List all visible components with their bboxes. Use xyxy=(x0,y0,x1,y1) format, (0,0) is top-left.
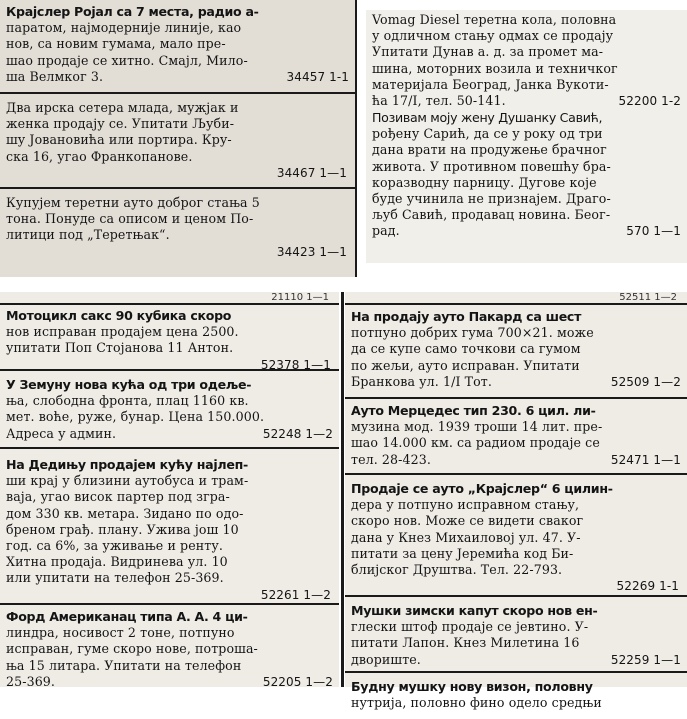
ad-zemun-house xyxy=(0,371,339,449)
ad-line: литици под „Теретњак“. xyxy=(6,227,170,243)
ad-line: ска 16, угао Франкопанове. xyxy=(6,148,193,164)
ad-line: питати за цену Јеремића код Би- xyxy=(351,545,574,561)
ad-line: ња, слободна фронта, плац 1160 кв. xyxy=(6,393,249,409)
ad-code: 52248 1—2 xyxy=(262,426,333,441)
ad-last-text: ша Велмког 3. xyxy=(6,68,104,84)
ad-line: дом 330 кв. метара. Зидано по одо- xyxy=(6,505,244,521)
ad-line: да се купе само точкови са гумом xyxy=(351,341,581,357)
header-fragment: 52511 1—2 xyxy=(345,292,687,305)
ad-motorcycle xyxy=(0,305,339,371)
ad-line: материјала Београд, Јанка Вукоти- xyxy=(372,76,609,92)
ad-line: На продају ауто Пакард са шест xyxy=(351,309,582,324)
ad-packard xyxy=(345,305,687,399)
ad-line: шао 14.000 км. са радиом продаје се xyxy=(351,435,600,451)
ad-mercedes xyxy=(345,399,687,475)
ad-line: Два ирска сетера млада, мужјак и xyxy=(6,100,239,115)
ad-chrysler xyxy=(345,475,687,597)
ad-vomag-diesel xyxy=(366,12,687,110)
ad-line: Хитна продаја. Видринева ул. 10 xyxy=(6,554,228,570)
ad-line-last xyxy=(351,452,681,468)
ad-line: исправан, гуме скоро нове, потроша- xyxy=(6,641,258,657)
ad-line: питати Лапон. Кнез Милетина 16 xyxy=(351,635,580,651)
ad-line: Крајслер Ројал са 7 места, радио а- xyxy=(6,4,259,19)
ad-line: глески штоф продаје се јевтино. У- xyxy=(351,619,589,635)
ad-last-text: тел. 28-423. xyxy=(351,451,431,467)
ad-last-text: Адреса у админ. xyxy=(6,425,117,441)
ad-last-text: ћа 17/I, тел. 50-141. xyxy=(372,93,506,109)
ad-line: Vomag Diesel теретна кола, половна xyxy=(372,12,617,27)
divider xyxy=(341,292,344,687)
ad-line: коразводну парницу. Дугове које xyxy=(372,174,597,190)
ad-code: 34423 1—1 xyxy=(276,244,347,259)
ad-last-text: двориште. xyxy=(351,651,421,667)
ad-line-last xyxy=(372,223,681,239)
ad-line: ши крај у близини аутобуса и трам- xyxy=(6,473,249,489)
ad-line-last xyxy=(351,374,681,390)
ad-code: 52261 1—2 xyxy=(260,587,331,602)
ad-last-text: Бранкова ул. 1/I Тот. xyxy=(351,373,492,389)
ad-line: мет. воће, руже, бунар. Цена 150.000. xyxy=(6,409,265,425)
ad-line: упитати Поп Стојанова 11 Антон. xyxy=(6,340,234,356)
ad-line: у одличном стању одмах се продају xyxy=(372,28,614,44)
ad-line: музина мод. 1939 троши 14 лит. пре- xyxy=(351,419,603,435)
ad-line: линдра, носивост 2 тоне, потпуно xyxy=(6,625,235,641)
ad-line: тона. Понуде са описом и ценом По- xyxy=(6,211,254,227)
ad-line: по жељи, ауто исправан. Упитати xyxy=(351,357,580,373)
ad-line: Будну мушку нову визон, половну xyxy=(351,679,593,694)
ad-code: 52200 1-2 xyxy=(618,94,681,109)
ad-line: ваја, угао висок партер под згра- xyxy=(6,489,230,505)
ad-line: шао продаје се хитно. Смајл, Мило- xyxy=(6,52,248,68)
ad-line: дана врати на продужење брачног xyxy=(372,142,607,158)
ad-line: паратом, најмодерније линије, као xyxy=(6,20,242,36)
ad-code: 52378 1—1 xyxy=(260,357,331,372)
ad-wife-notice xyxy=(366,110,687,260)
ad-last-text: рад. xyxy=(372,223,400,239)
ad-chrysler-royal xyxy=(0,4,355,94)
ad-line: ња 15 литара. Упитати на телефон xyxy=(6,657,242,673)
ad-code: 52509 1—2 xyxy=(610,374,681,389)
header-fragment: 21110 1—1 xyxy=(0,292,339,305)
ad-line: скоро нов. Може се видети сваког xyxy=(351,513,584,529)
ad-dedinje-house xyxy=(0,449,339,605)
ad-line: Купујем теретни ауто доброг стања 5 xyxy=(6,195,260,210)
clipping-bottom-left xyxy=(0,292,339,687)
ad-line: дана у Кнез Михаиловој ул. 47. У- xyxy=(351,529,581,545)
clipping-top-right xyxy=(366,10,687,263)
ad-line: љуб Савић, продавац новина. Беог- xyxy=(372,207,611,223)
ad-line: буде учинила не признајем. Драго- xyxy=(372,191,611,207)
ad-line: Мушки зимски капут скоро нов ен- xyxy=(351,603,598,618)
ad-line-last xyxy=(372,93,681,109)
clipping-bottom-right xyxy=(345,292,687,711)
ad-line: нутрија, половно фино одело средњи xyxy=(351,695,602,711)
ad-irish-setters xyxy=(0,94,355,189)
ad-line: Мотоцикл сакс 90 кубика скоро xyxy=(6,308,232,323)
ad-line: дера у потпуно исправном стању, xyxy=(351,497,580,513)
ad-line: блијског Друштва. Тел. 22-793. xyxy=(351,562,563,578)
ad-ford xyxy=(0,605,339,705)
ad-code: 34457 1-1 xyxy=(286,69,349,84)
ad-last-text: 25-369. xyxy=(6,673,56,689)
ad-code: 52259 1—1 xyxy=(610,652,681,667)
ad-line: нов исправан продајем цена 2500. xyxy=(6,324,239,340)
ad-line: шу Јовановића или портира. Кру- xyxy=(6,132,232,148)
ad-line: Позивам моју жену Душанку Савић, xyxy=(372,110,603,125)
ad-line: потпуно добрих гума 700×21. може xyxy=(351,325,594,341)
clipping-top-left xyxy=(0,0,355,277)
ad-line: шина, моторних возила и техничког xyxy=(372,60,618,76)
divider xyxy=(355,0,357,277)
ad-line: Форд Американац типа А. А. 4 ци- xyxy=(6,609,248,624)
ad-buying-truck xyxy=(0,189,355,273)
ad-line-last xyxy=(6,674,333,690)
ad-line: живота. У противном повешћу бра- xyxy=(372,158,611,174)
ad-line: бреном грађ. плану. Ужива још 10 xyxy=(6,521,239,537)
ad-line-last xyxy=(351,652,681,668)
ad-line: год. са 6%, за уживање и ренту. xyxy=(6,538,223,554)
ad-line: рођену Сарић, да се у року од три xyxy=(372,126,603,142)
ad-line: нов, са новим гумама, мало пре- xyxy=(6,36,226,52)
ad-code: 52471 1—1 xyxy=(610,452,681,467)
ad-fur xyxy=(345,673,687,719)
ad-line: женка продају се. Упитати Љуби- xyxy=(6,116,235,132)
ad-code: 570 1—1 xyxy=(626,224,681,239)
ad-code: 34467 1—1 xyxy=(276,165,347,180)
ad-line: Ауто Мерцедес тип 230. 6 цил. ли- xyxy=(351,403,596,418)
ad-line: или упитати на телефон 25-369. xyxy=(6,570,224,586)
ad-line: На Дедињу продајем кућу најлеп- xyxy=(6,457,248,472)
ad-line-last xyxy=(6,69,349,85)
ad-line: Упитати Дунав а. д. за промет ма- xyxy=(372,44,604,60)
ad-winter-coat xyxy=(345,597,687,673)
ad-line: У Земуну нова кућа од три одеље- xyxy=(6,377,252,392)
ad-code: 52205 1—2 xyxy=(262,674,333,689)
ad-line-last xyxy=(6,426,333,442)
ad-line: Продаје се ауто „Крајслер“ 6 цилин- xyxy=(351,481,613,496)
ad-code: 52269 1-1 xyxy=(616,579,679,594)
